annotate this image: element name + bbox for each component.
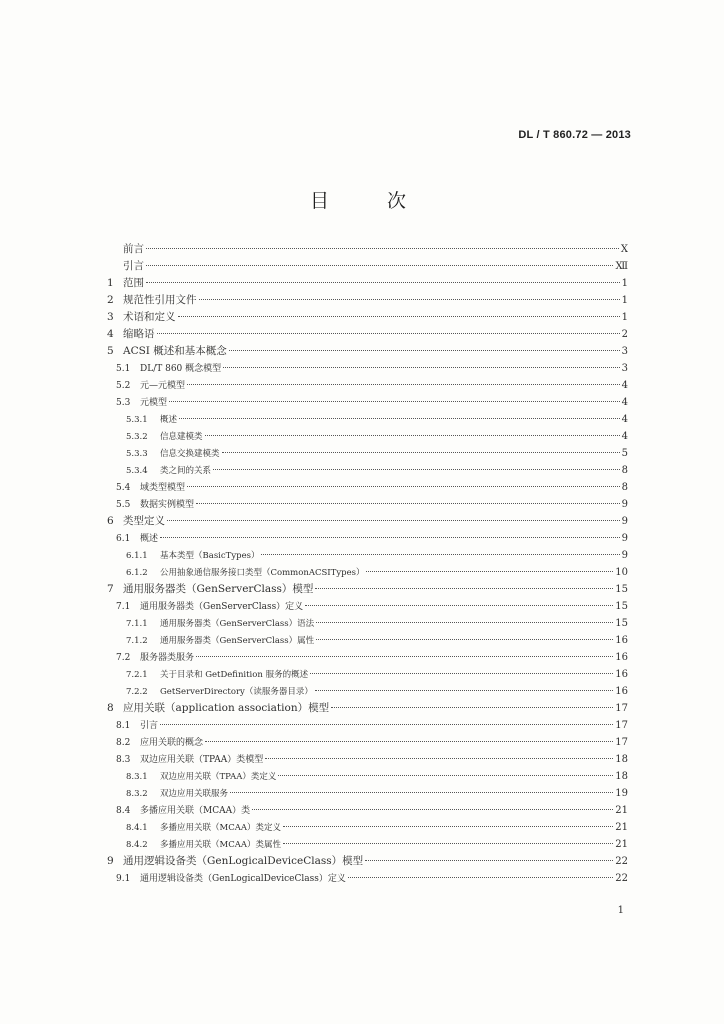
dot-leader <box>169 401 620 402</box>
toc-entry-number: 5.3.2 <box>126 432 148 442</box>
toc-entry-title: 应用关联的概念 <box>140 738 204 748</box>
dot-leader <box>331 707 613 708</box>
toc-entry[interactable] <box>107 717 628 734</box>
toc-entry-page: 16 <box>615 635 628 646</box>
toc-entry-title: 双边应用关联服务 <box>160 789 229 799</box>
toc-entry-number: 5.3.4 <box>126 466 148 476</box>
toc-entry-page: 16 <box>615 686 628 697</box>
toc-entry[interactable] <box>107 802 628 819</box>
dot-leader <box>146 282 620 283</box>
toc-entry-page: 8 <box>621 482 628 493</box>
toc-entry-page: 15 <box>615 618 628 629</box>
toc-entry-page: 5 <box>621 448 628 459</box>
toc-entry-page: 2 <box>621 329 628 340</box>
toc-entry[interactable] <box>107 564 628 581</box>
toc-entry-number: 5.5 <box>116 500 131 510</box>
toc-entry-number: 1 <box>107 277 114 289</box>
dot-leader <box>205 435 620 436</box>
toc-entry[interactable] <box>107 836 628 853</box>
toc-entry-number: 8.4.2 <box>126 840 148 850</box>
toc-entry-page: 16 <box>615 669 628 680</box>
toc-entry-number: 7.1.1 <box>126 619 148 629</box>
toc-entry-number: 6 <box>107 515 114 527</box>
toc-entry-page: Ⅻ <box>615 261 628 272</box>
dot-leader <box>167 520 620 521</box>
toc-entry-page: 15 <box>615 584 628 595</box>
toc-entry-number: 6.1.2 <box>126 568 148 578</box>
toc-entry-number: 2 <box>107 294 114 306</box>
toc-entry[interactable] <box>107 462 628 479</box>
toc-entry-title: 双边应用关联（TPAA）类模型 <box>140 755 264 765</box>
toc-entry-number: 7 <box>107 583 114 595</box>
toc-entry-number: 6.1 <box>116 534 131 544</box>
dot-leader <box>265 758 613 759</box>
toc-entry-title: 信息交换建模类 <box>160 449 220 459</box>
toc-entry-number: 5.3.1 <box>126 415 148 425</box>
dot-leader <box>283 843 613 844</box>
dot-leader <box>187 486 620 487</box>
toc-entry-page: 16 <box>615 652 628 663</box>
toc-entry-number: 7.2.2 <box>126 687 148 697</box>
dot-leader <box>196 656 613 657</box>
toc-entry-title: 引言 <box>140 721 159 731</box>
toc-entry[interactable] <box>107 326 628 343</box>
toc-entry-page: Ⅹ <box>620 244 628 255</box>
toc-entry[interactable] <box>107 394 628 411</box>
toc-entry[interactable] <box>107 377 628 394</box>
toc-entry-number: 8.2 <box>116 738 131 748</box>
toc-entry-number: 5 <box>107 345 114 357</box>
toc-entry-number: 5.2 <box>116 381 131 391</box>
toc-entry-page: 3 <box>621 346 628 357</box>
toc-entry-page: 22 <box>615 873 628 884</box>
dot-leader <box>205 741 613 742</box>
toc-entry-title: 双边应用关联（TPAA）类定义 <box>160 772 277 782</box>
toc-entry[interactable] <box>107 734 628 751</box>
toc-entry-title: 通用逻辑设备类（GenLogicalDeviceClass）定义 <box>140 874 346 884</box>
toc-entry[interactable] <box>107 513 628 530</box>
toc-entry[interactable] <box>107 275 628 292</box>
toc-entry-page: 1 <box>621 295 628 306</box>
dot-leader <box>365 860 613 861</box>
toc-entry-number: 7.2.1 <box>126 670 148 680</box>
toc-entry[interactable] <box>107 819 628 836</box>
toc-entry-number: 9.1 <box>116 874 131 884</box>
toc-entry-title: 概述 <box>160 415 178 425</box>
toc-entry-title: 关于目录和 GetDefinition 服务的概述 <box>160 670 309 680</box>
toc-entry[interactable] <box>107 615 628 632</box>
toc-entry-title: 概述 <box>140 534 159 544</box>
toc-entry-page: 3 <box>621 363 628 374</box>
toc-entry-number: 8.3.2 <box>126 789 148 799</box>
toc-entry-title: 元模型 <box>140 398 168 408</box>
toc-entry-number: 8.4 <box>116 806 131 816</box>
toc-entry[interactable] <box>107 445 628 462</box>
toc-entry-title: 规范性引用文件 <box>123 294 197 306</box>
toc-entry[interactable] <box>107 700 628 717</box>
toc-entry-page: 18 <box>615 771 628 782</box>
toc-entry-number: 9 <box>107 855 114 867</box>
toc-entry-title: 基本类型（BasicTypes） <box>160 551 260 561</box>
dot-leader <box>187 384 620 385</box>
dot-leader <box>229 350 620 351</box>
toc-entry-page: 4 <box>621 397 628 408</box>
toc-entry[interactable] <box>107 292 628 309</box>
toc-entry-title: 公用抽象通信服务接口类型（CommonACSITypes） <box>160 568 365 578</box>
toc-entry-page: 21 <box>615 822 628 833</box>
toc-entry-page: 17 <box>615 737 628 748</box>
toc-entry-title: 信息建模类 <box>160 432 203 442</box>
toc-entry[interactable] <box>107 360 628 377</box>
toc-entry-page: 19 <box>615 788 628 799</box>
toc-entry[interactable] <box>107 530 628 547</box>
toc-entry[interactable] <box>107 751 628 768</box>
toc-entry-page: 21 <box>615 805 628 816</box>
toc-entry[interactable] <box>107 598 628 615</box>
toc-entry-number: 8.3 <box>116 755 131 765</box>
toc-entry-number: 8.3.1 <box>126 772 148 782</box>
dot-leader <box>160 537 620 538</box>
toc-entry[interactable] <box>107 258 628 275</box>
toc-entry-number: 5.4 <box>116 483 131 493</box>
toc-entry-page: 15 <box>615 601 628 612</box>
table-of-contents <box>107 241 628 887</box>
toc-entry-number: 5.3.3 <box>126 449 148 459</box>
dot-leader <box>178 316 620 317</box>
dot-leader <box>315 690 613 691</box>
dot-leader <box>223 367 619 368</box>
toc-entry[interactable] <box>107 632 628 649</box>
toc-entry-number: 7.2 <box>116 653 131 663</box>
dot-leader <box>157 333 620 334</box>
toc-entry-page: 9 <box>621 550 628 561</box>
toc-entry-title: 缩略语 <box>123 328 155 340</box>
toc-entry-title: 服务器类服务 <box>140 653 195 663</box>
dot-leader <box>230 792 613 793</box>
dot-leader <box>213 469 620 470</box>
toc-entry-page: 18 <box>615 754 628 765</box>
dot-leader <box>366 571 613 572</box>
toc-entry-page: 4 <box>621 414 628 425</box>
dot-leader <box>261 554 619 555</box>
toc-entry-number: 4 <box>107 328 114 340</box>
toc-entry-page: 4 <box>621 431 628 442</box>
document-code: DL / T 860.72 — 2013 <box>518 129 631 141</box>
toc-entry-page: 9 <box>621 499 628 510</box>
dot-leader <box>316 639 613 640</box>
dot-leader <box>316 622 613 623</box>
toc-entry-title: 数据实例模型 <box>140 500 195 510</box>
toc-entry-page: 1 <box>621 312 628 323</box>
toc-entry-title: 通用服务器类（GenServerClass）模型 <box>123 583 314 595</box>
toc-entry[interactable] <box>107 496 628 513</box>
toc-entry-title: GetServerDirectory（读服务器目录） <box>160 687 313 697</box>
toc-entry-title: 多播应用关联（MCAA）类 <box>140 806 251 816</box>
toc-entry-number: 6.1.1 <box>126 551 148 561</box>
toc-entry-page: 8 <box>621 465 628 476</box>
toc-entry-title: 元—元模型 <box>140 381 186 391</box>
page-title: 目 次 <box>309 190 433 212</box>
toc-entry[interactable] <box>107 241 628 258</box>
toc-entry[interactable] <box>107 870 628 887</box>
toc-entry-page: 21 <box>615 839 628 850</box>
page-number: 1 <box>617 905 624 916</box>
dot-leader <box>252 809 613 810</box>
toc-entry-title: 通用服务器类（GenServerClass）定义 <box>140 602 304 612</box>
toc-entry-title: DL/T 860 概念模型 <box>140 364 222 374</box>
toc-entry-title: 引言 <box>123 260 144 272</box>
toc-entry-number: 5.1 <box>116 364 131 374</box>
dot-leader <box>199 299 620 300</box>
toc-entry[interactable] <box>107 547 628 564</box>
toc-entry[interactable] <box>107 581 628 598</box>
toc-entry-title: 术语和定义 <box>123 311 176 323</box>
toc-entry[interactable] <box>107 853 628 870</box>
dot-leader <box>348 877 613 878</box>
dot-leader <box>305 605 613 606</box>
toc-entry-title: ACSI 概述和基本概念 <box>123 345 227 357</box>
dot-leader <box>310 673 613 674</box>
dot-leader <box>315 588 613 589</box>
toc-entry[interactable] <box>107 768 628 785</box>
dot-leader <box>283 826 613 827</box>
dot-leader <box>222 452 620 453</box>
toc-entry-title: 前言 <box>123 243 144 255</box>
toc-entry[interactable] <box>107 479 628 496</box>
toc-entry-page: 17 <box>615 703 628 714</box>
toc-entry-title: 通用逻辑设备类（GenLogicalDeviceClass）模型 <box>123 855 364 867</box>
toc-entry-title: 范围 <box>123 277 144 289</box>
toc-entry[interactable] <box>107 683 628 700</box>
dot-leader <box>196 503 620 504</box>
toc-entry-title: 类型定义 <box>123 515 165 527</box>
dot-leader <box>278 775 613 776</box>
dot-leader <box>146 248 619 249</box>
toc-entry-title: 通用服务器类（GenServerClass）属性 <box>160 636 315 646</box>
toc-entry-title: 类之间的关系 <box>160 466 212 476</box>
toc-entry-number: 8.4.1 <box>126 823 148 833</box>
toc-entry-page: 10 <box>615 567 628 578</box>
toc-entry-title: 域类型模型 <box>140 483 186 493</box>
toc-entry-page: 9 <box>621 516 628 527</box>
toc-entry-number: 8 <box>107 702 114 714</box>
toc-entry-title: 多播应用关联（MCAA）类定义 <box>160 823 281 833</box>
toc-entry-page: 4 <box>621 380 628 391</box>
toc-entry-page: 1 <box>621 278 628 289</box>
toc-entry[interactable] <box>107 411 628 428</box>
dot-leader <box>146 265 613 266</box>
toc-entry-title: 应用关联（application association）模型 <box>123 702 330 714</box>
toc-entry-page: 9 <box>621 533 628 544</box>
toc-entry[interactable] <box>107 309 628 326</box>
toc-entry-number: 7.1 <box>116 602 131 612</box>
toc-entry-title: 多播应用关联（MCAA）类属性 <box>160 840 281 850</box>
toc-entry-number: 7.1.2 <box>126 636 148 646</box>
toc-entry[interactable] <box>107 428 628 445</box>
toc-entry[interactable] <box>107 666 628 683</box>
dot-leader <box>160 724 613 725</box>
toc-entry-number: 3 <box>107 311 114 323</box>
toc-entry-title: 通用服务器类（GenServerClass）语法 <box>160 619 315 629</box>
toc-entry-number: 8.1 <box>116 721 131 731</box>
toc-entry[interactable] <box>107 649 628 666</box>
dot-leader <box>179 418 620 419</box>
toc-entry[interactable] <box>107 343 628 360</box>
toc-entry-number: 5.3 <box>116 398 131 408</box>
toc-entry-page: 22 <box>615 856 628 867</box>
toc-entry-page: 17 <box>615 720 628 731</box>
toc-entry[interactable] <box>107 785 628 802</box>
